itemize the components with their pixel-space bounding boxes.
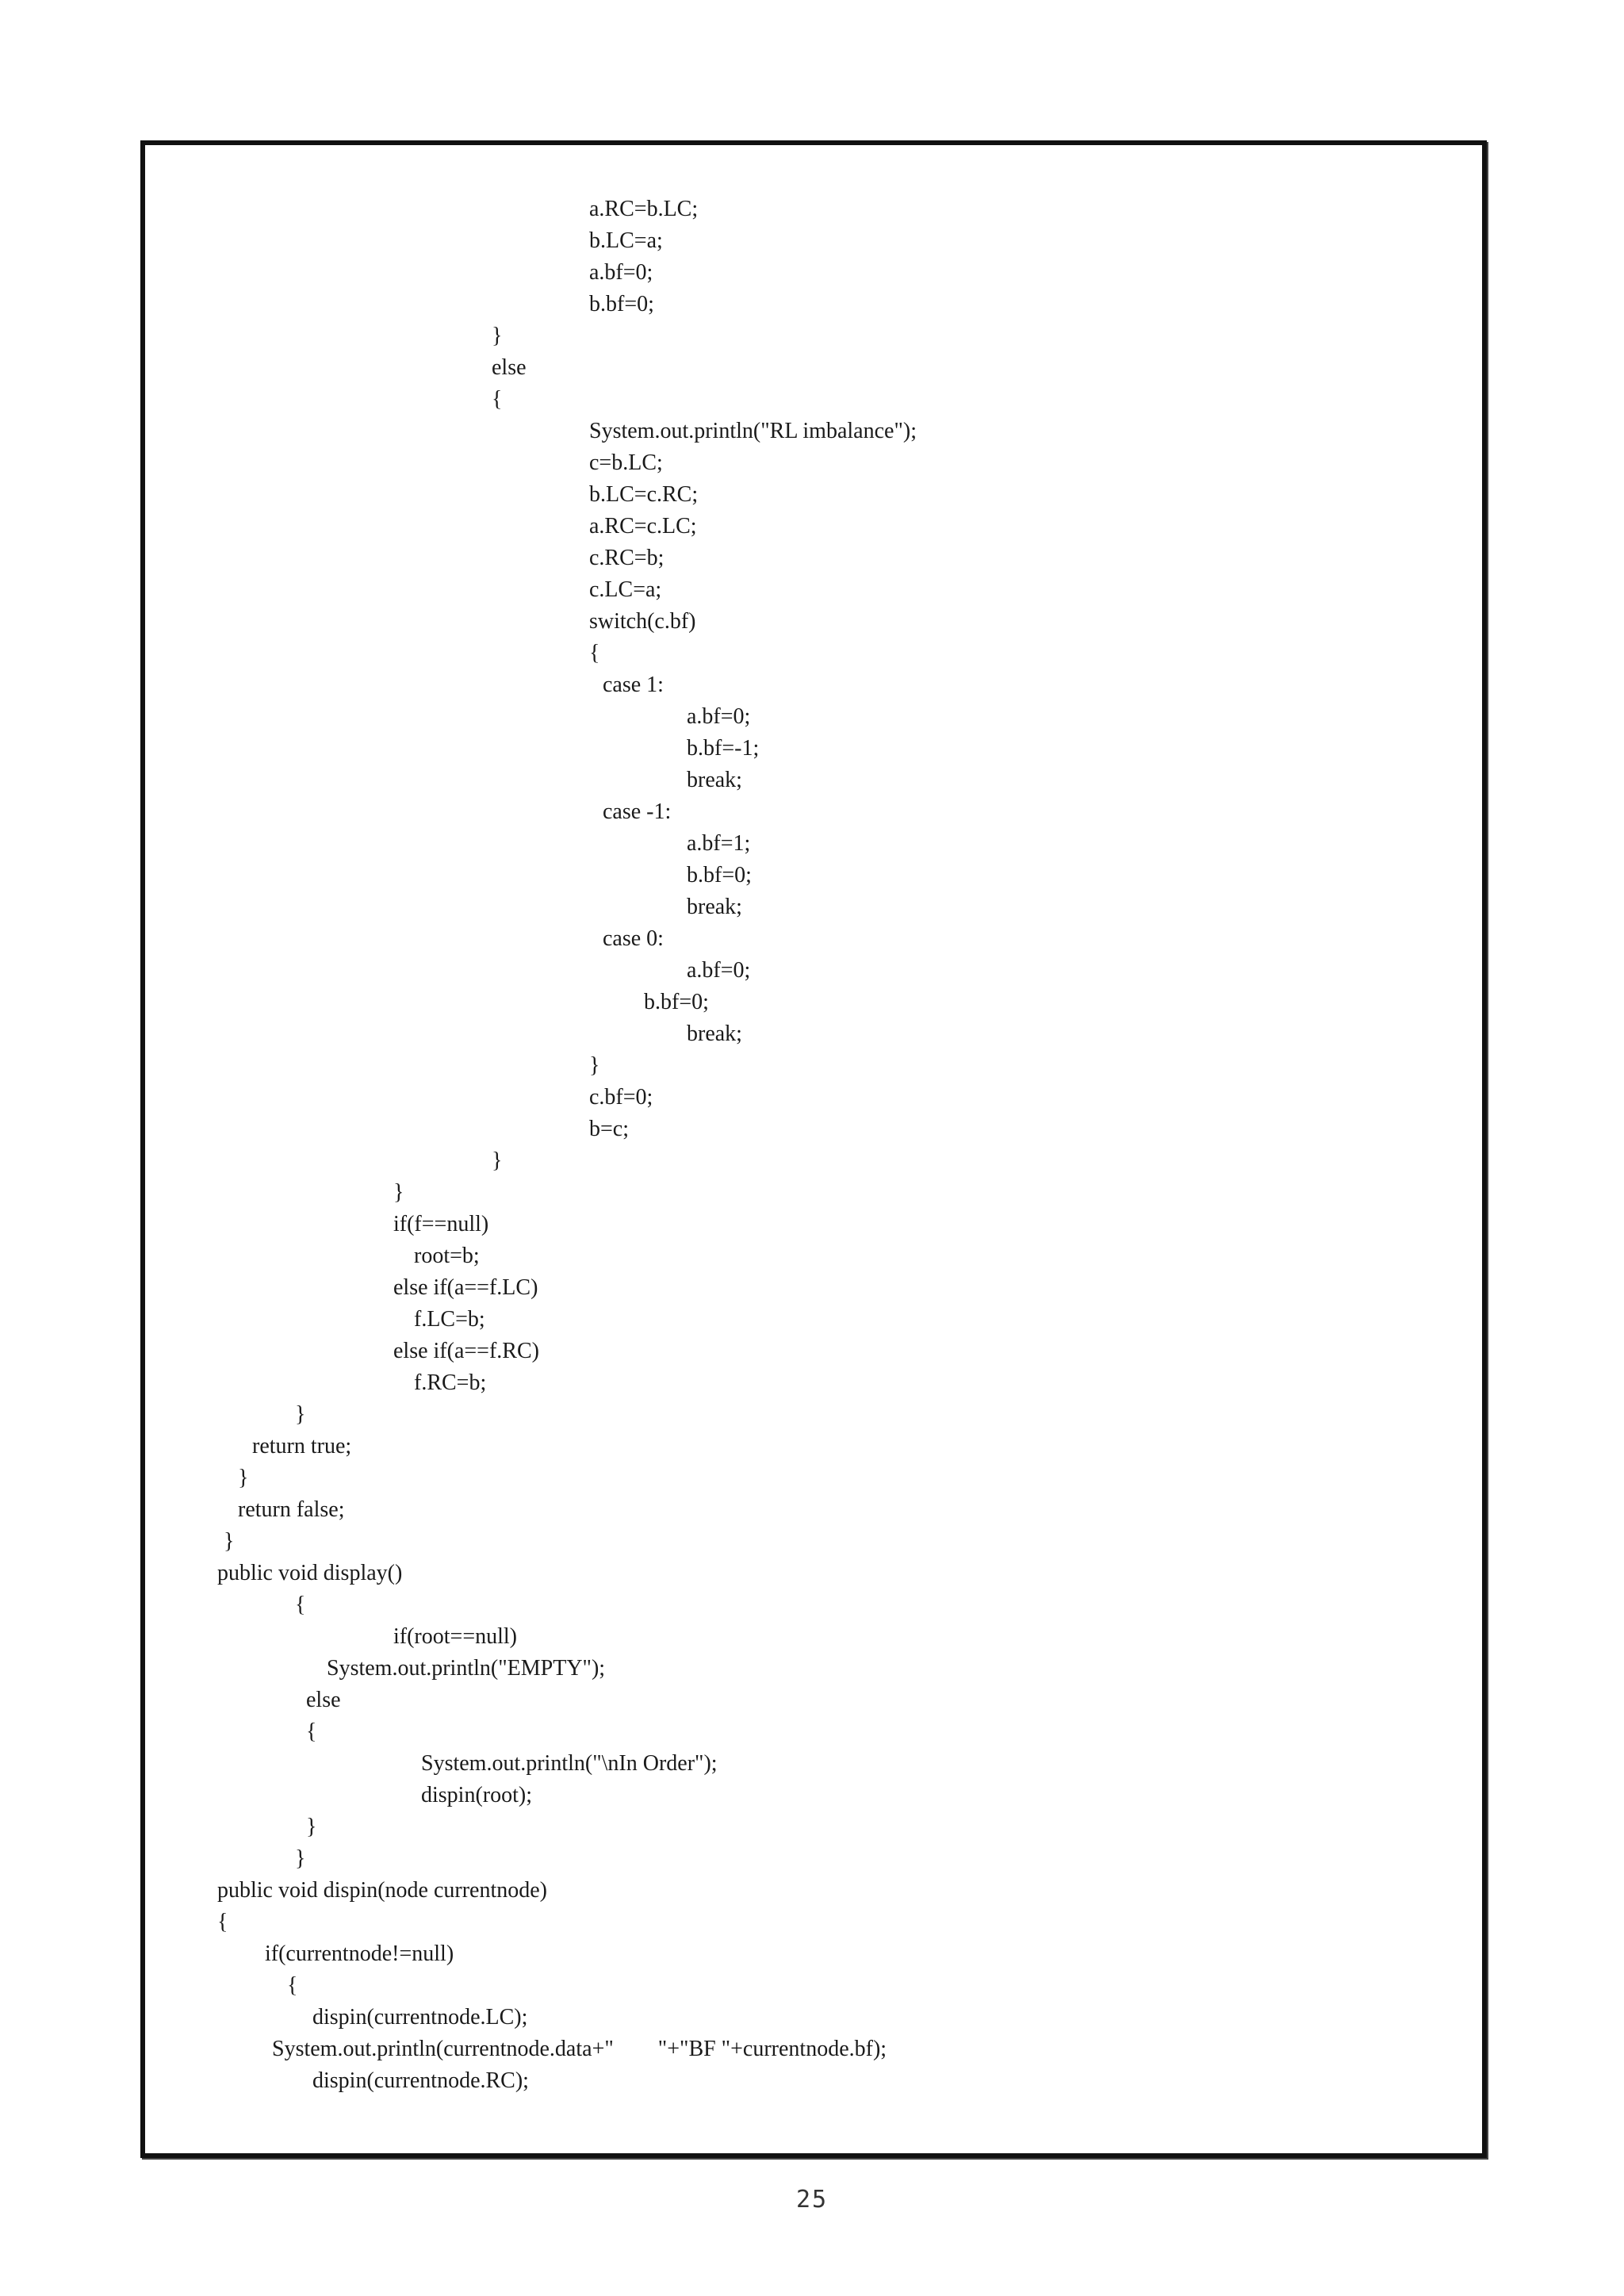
code-line: b=c;	[589, 1117, 629, 1141]
code-line: {	[306, 1719, 317, 1744]
code-line: case -1:	[603, 799, 672, 824]
code-line: System.out.println("RL imbalance");	[589, 419, 917, 443]
code-line: c.RC=b;	[589, 546, 665, 570]
code-line: {	[287, 1973, 298, 1998]
code-line: System.out.println(currentnode.data+" "+"BF "+currentnode.bf);	[272, 2037, 887, 2061]
code-line: }	[295, 1402, 306, 1427]
code-line: if(root==null)	[393, 1624, 517, 1649]
code-line: {	[217, 1910, 228, 1934]
code-line: dispin(root);	[421, 1783, 532, 1807]
code-line: a.RC=c.LC;	[589, 514, 697, 539]
code-line: a.bf=0;	[687, 958, 751, 983]
code-line: if(f==null)	[393, 1212, 489, 1236]
code-line: if(currentnode!=null)	[265, 1941, 454, 1966]
code-line: dispin(currentnode.RC);	[312, 2068, 529, 2093]
code-line: break;	[687, 895, 742, 919]
code-line: a.RC=b.LC;	[589, 197, 699, 221]
code-line: c.bf=0;	[589, 1085, 653, 1110]
code-line: return false;	[238, 1497, 345, 1522]
code-line: }	[238, 1466, 249, 1490]
code-line: c.LC=a;	[589, 577, 662, 602]
code-line: }	[224, 1529, 235, 1554]
code-line: {	[589, 641, 600, 665]
code-line: }	[393, 1180, 404, 1205]
code-line: root=b;	[414, 1244, 480, 1268]
code-line: return true;	[252, 1434, 352, 1458]
code-line: else if(a==f.LC)	[393, 1275, 538, 1300]
code-line: c=b.LC;	[589, 450, 663, 475]
code-line: b.bf=-1;	[687, 736, 760, 761]
code-line: case 1:	[603, 673, 664, 697]
code-line: f.LC=b;	[414, 1307, 485, 1332]
code-line: public void display()	[217, 1561, 403, 1585]
code-line: {	[492, 387, 503, 412]
code-line: else if(a==f.RC)	[393, 1339, 539, 1363]
code-line: }	[492, 324, 503, 348]
code-line: else	[306, 1688, 341, 1712]
code-line: System.out.println("\nIn Order");	[421, 1751, 718, 1776]
code-line: b.LC=a;	[589, 228, 663, 253]
code-line: b.bf=0;	[644, 990, 709, 1014]
code-line: a.bf=0;	[589, 260, 653, 285]
code-line: else	[492, 355, 527, 380]
code-line: switch(c.bf)	[589, 609, 696, 634]
code-line: }	[295, 1846, 306, 1871]
code-line: break;	[687, 768, 742, 792]
code-line: System.out.println("EMPTY");	[327, 1656, 606, 1681]
code-line: }	[492, 1148, 503, 1173]
code-line: b.bf=0;	[589, 292, 654, 316]
code-line: }	[589, 1053, 600, 1078]
code-line: b.LC=c.RC;	[589, 482, 699, 507]
code-line: b.bf=0;	[687, 863, 752, 887]
code-line: }	[306, 1815, 317, 1839]
code-line: case 0:	[603, 926, 664, 951]
code-line: a.bf=1;	[687, 831, 751, 856]
code-line: break;	[687, 1022, 742, 1046]
code-line: {	[295, 1593, 306, 1617]
code-line: public void dispin(node currentnode)	[217, 1878, 548, 1903]
code-line: dispin(currentnode.LC);	[312, 2005, 528, 2030]
code-line: f.RC=b;	[414, 1370, 487, 1395]
code-line: a.bf=0;	[687, 704, 751, 729]
page-number: 25	[795, 2186, 829, 2214]
